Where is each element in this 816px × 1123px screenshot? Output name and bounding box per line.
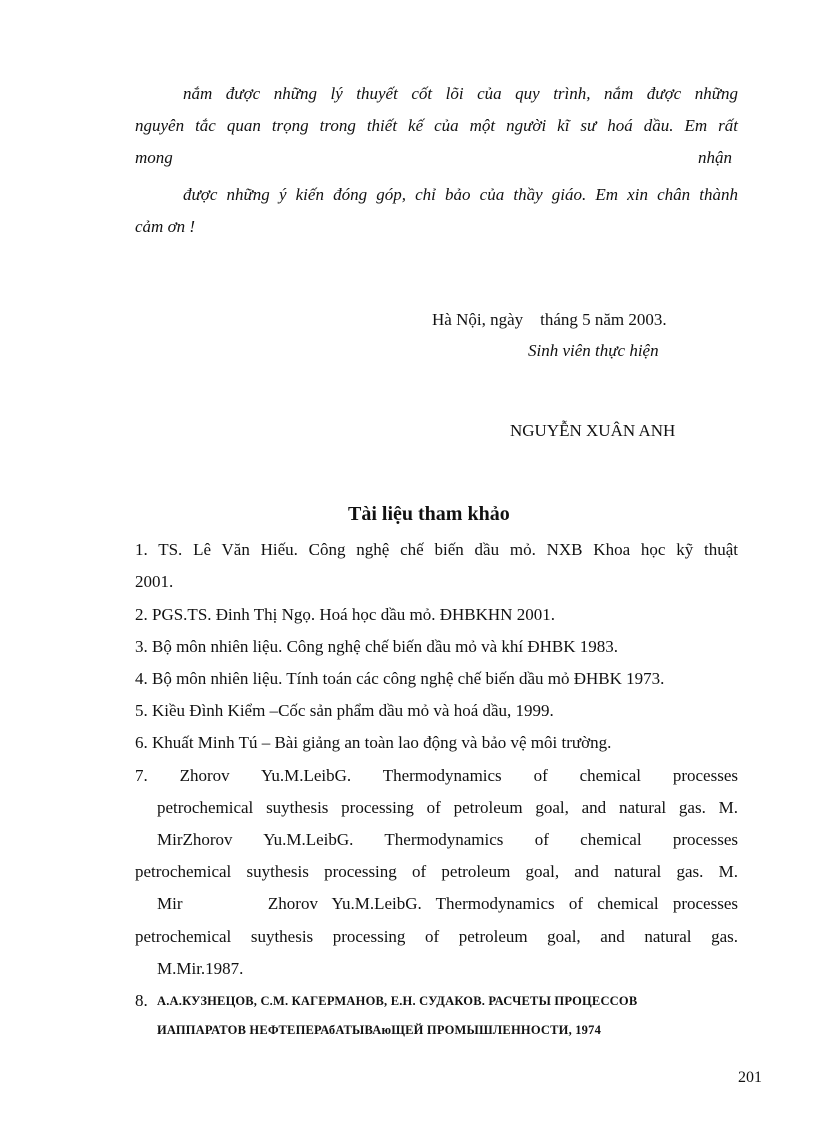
reference-8-line-1: А.А.КУЗНЕЦОВ, С.М. КАГЕРМАНОВ, Е.Н. СУДАКОВ. РАСЧЕТЫ ПРОЦЕССОВ	[157, 994, 638, 1008]
reference-line: MirZhorov Yu.M.LeibG. Thermodynamics of chemical processes	[157, 830, 738, 849]
reference-line: 3. Bộ môn nhiên liệu. Công nghệ chế biến dầu mỏ và khí ĐHBK 1983.	[135, 637, 619, 656]
reference-line: 5. Kiều Đình Kiểm –Cốc sản phẩm dầu mỏ và hoá dầu, 1999.	[135, 701, 554, 720]
reference-line: petrochemical suythesis processing of petroleum goal, and natural gas. M.	[135, 862, 738, 881]
references-heading: Tài liệu tham khảo	[348, 503, 510, 525]
reference-line: Mir Zhorov Yu.M.LeibG. Thermodynamics of chemical processes	[157, 894, 738, 913]
reference-line: petrochemical suythesis processing of petroleum goal, and natural gas. M.	[157, 798, 738, 817]
closing-split-right: nhận	[698, 148, 732, 167]
reference-line: petrochemical suythesis processing of petroleum goal, and natural gas.	[135, 927, 738, 946]
reference-line: 4. Bộ môn nhiên liệu. Tính toán các công nghệ chế biến dầu mỏ ĐHBK 1973.	[135, 669, 665, 688]
reference-line: 2. PGS.TS. Đinh Thị Ngọ. Hoá học dầu mỏ. ĐHBKHN 2001.	[135, 605, 555, 624]
reference-line: 7. Zhorov Yu.M.LeibG. Thermodynamics of chemical processes	[135, 766, 738, 785]
signature-name: NGUYỄN XUÂN ANH	[510, 421, 676, 440]
closing-split-left: mong	[135, 148, 173, 167]
closing-line-4: cảm ơn !	[135, 217, 196, 236]
closing-line-3: được những ý kiến đóng góp, chỉ bảo của thầy giáo. Em xin chân thành	[183, 185, 738, 204]
reference-line: M.Mir.1987.	[157, 959, 244, 978]
reference-line: 6. Khuất Minh Tú – Bài giảng an toàn lao động và bảo vệ môi trường.	[135, 733, 612, 752]
signature-role: Sinh viên thực hiện	[528, 341, 659, 360]
reference-line: 1. TS. Lê Văn Hiếu. Công nghệ chế biến dầu mỏ. NXB Khoa học kỹ thuật	[135, 540, 738, 559]
closing-line-2: nguyên tắc quan trọng trong thiết kế của một người kĩ sư hoá dầu. Em rất	[135, 116, 738, 135]
reference-8-line-2: ИАППАРАТОВ НЕФТЕПЕРАбАТЫВАюЩЕЙ ПРОМЫШЛЕННОСТИ, 1974	[157, 1023, 602, 1037]
closing-line-1: nắm được những lý thuyết cốt lõi của quy trình, nắm được những	[183, 84, 738, 103]
page-number: 201	[738, 1069, 762, 1086]
place-date: Hà Nội, ngày tháng 5 năm 2003.	[432, 310, 667, 329]
reference-8-number: 8.	[135, 991, 148, 1010]
reference-line: 2001.	[135, 572, 174, 591]
